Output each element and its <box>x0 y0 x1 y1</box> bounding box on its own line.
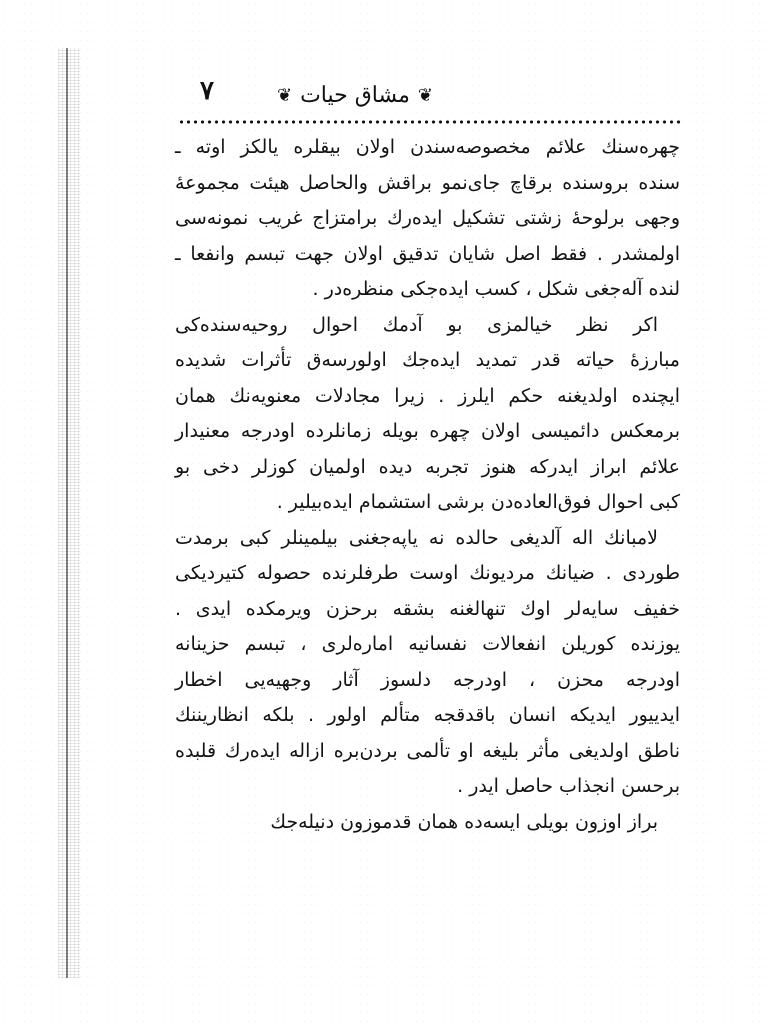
text-line: اولمشدر . فقط اصل شایان تدقیق اولان جهت تبسم وانفعا ـ <box>175 242 680 265</box>
text-line: خفیف سایه‌لر اوك تنهالغنه بشقه برحزن ویرمکده ایدی . <box>175 597 680 620</box>
text-line: کبی احوال فوق‌العاده‌دن برشی استشمام ایده‌بیلیر . <box>276 491 680 513</box>
text-line: وجهی برلوحهٔ زشتی تشکیل ایده‌رك برامتزاج غریب نمونه‌سی <box>175 207 680 229</box>
header-divider <box>178 118 682 126</box>
binding-edge <box>58 48 80 978</box>
text-line: ایدییور ایدیکه انسان باقدقجه متألم اولور . بلکه انظاریننك <box>175 704 680 726</box>
text-line: طوردی . ضیانك مردیونك اوست طرفلرنده حصوله کتیردیکی <box>175 562 680 584</box>
ornament-left-icon: ❦ <box>277 84 293 106</box>
text-line: چهره‌سنك علائم مخصوصه‌سندن اولان بیقلره یالکز اوته ـ <box>175 136 680 158</box>
text-line: سنده بروسنده برقاچ جای‌نمو براقش والحاصل هیئت مجموعهٔ <box>175 171 680 194</box>
text-line: مبارزهٔ حیاته قدر تمدید ایده‌جك اولورسه‌ق تأثرات شدیده <box>175 349 680 371</box>
text-line: ناطق اولدیغی مأثر بلیغه او تألمی بردن‌بره ازاله ایده‌رك قلبده <box>175 739 680 762</box>
binding-rule <box>66 48 68 978</box>
text-line: علائم ابراز ایدرکه هنوز تجربه دیده اولمیان کوزلر دخی بو <box>175 455 680 478</box>
text-line: برحسن انجذاب حاصل ایدر . <box>457 775 680 797</box>
text-line: اودرجه محزن ، اودرجه دلسوز آثار وجهیه‌یی اخطار <box>175 668 680 691</box>
text-line: یوزنده کوریلن انفعالات نفسانیه امارەلری ، تبسم حزینانه <box>175 633 680 655</box>
running-title: مشاق حیات <box>300 82 410 108</box>
text-line: لامبانك اله آلدیغی حالده نه یاپه‌جغنی بیلمینلر کبی برمدت <box>175 526 658 549</box>
body-text <box>175 130 680 840</box>
text-line: برمعکس دائمیسی اولان چهره بویله زمانلرده اودرجه معنیدار <box>175 420 680 442</box>
text-line: لنده آله‌جغی شکل ، کسب ایده‌جکی منظره‌در . <box>312 278 680 300</box>
page-number: ۷ <box>200 76 214 106</box>
text-line: براز اوزون بویلی ایسه‌ده همان قدموزون دنیله‌جك <box>270 810 658 833</box>
running-header <box>190 78 520 112</box>
ornament-right-icon: ❦ <box>417 84 434 106</box>
text-line: اکر نظر خیالمزی بو آدمك احوال روحیه‌سنده‌کی <box>175 313 658 336</box>
text-line: ایچنده اولدیغنه حکم ایلرز . زیرا مجادلات معنویه‌نك همان <box>175 384 680 407</box>
